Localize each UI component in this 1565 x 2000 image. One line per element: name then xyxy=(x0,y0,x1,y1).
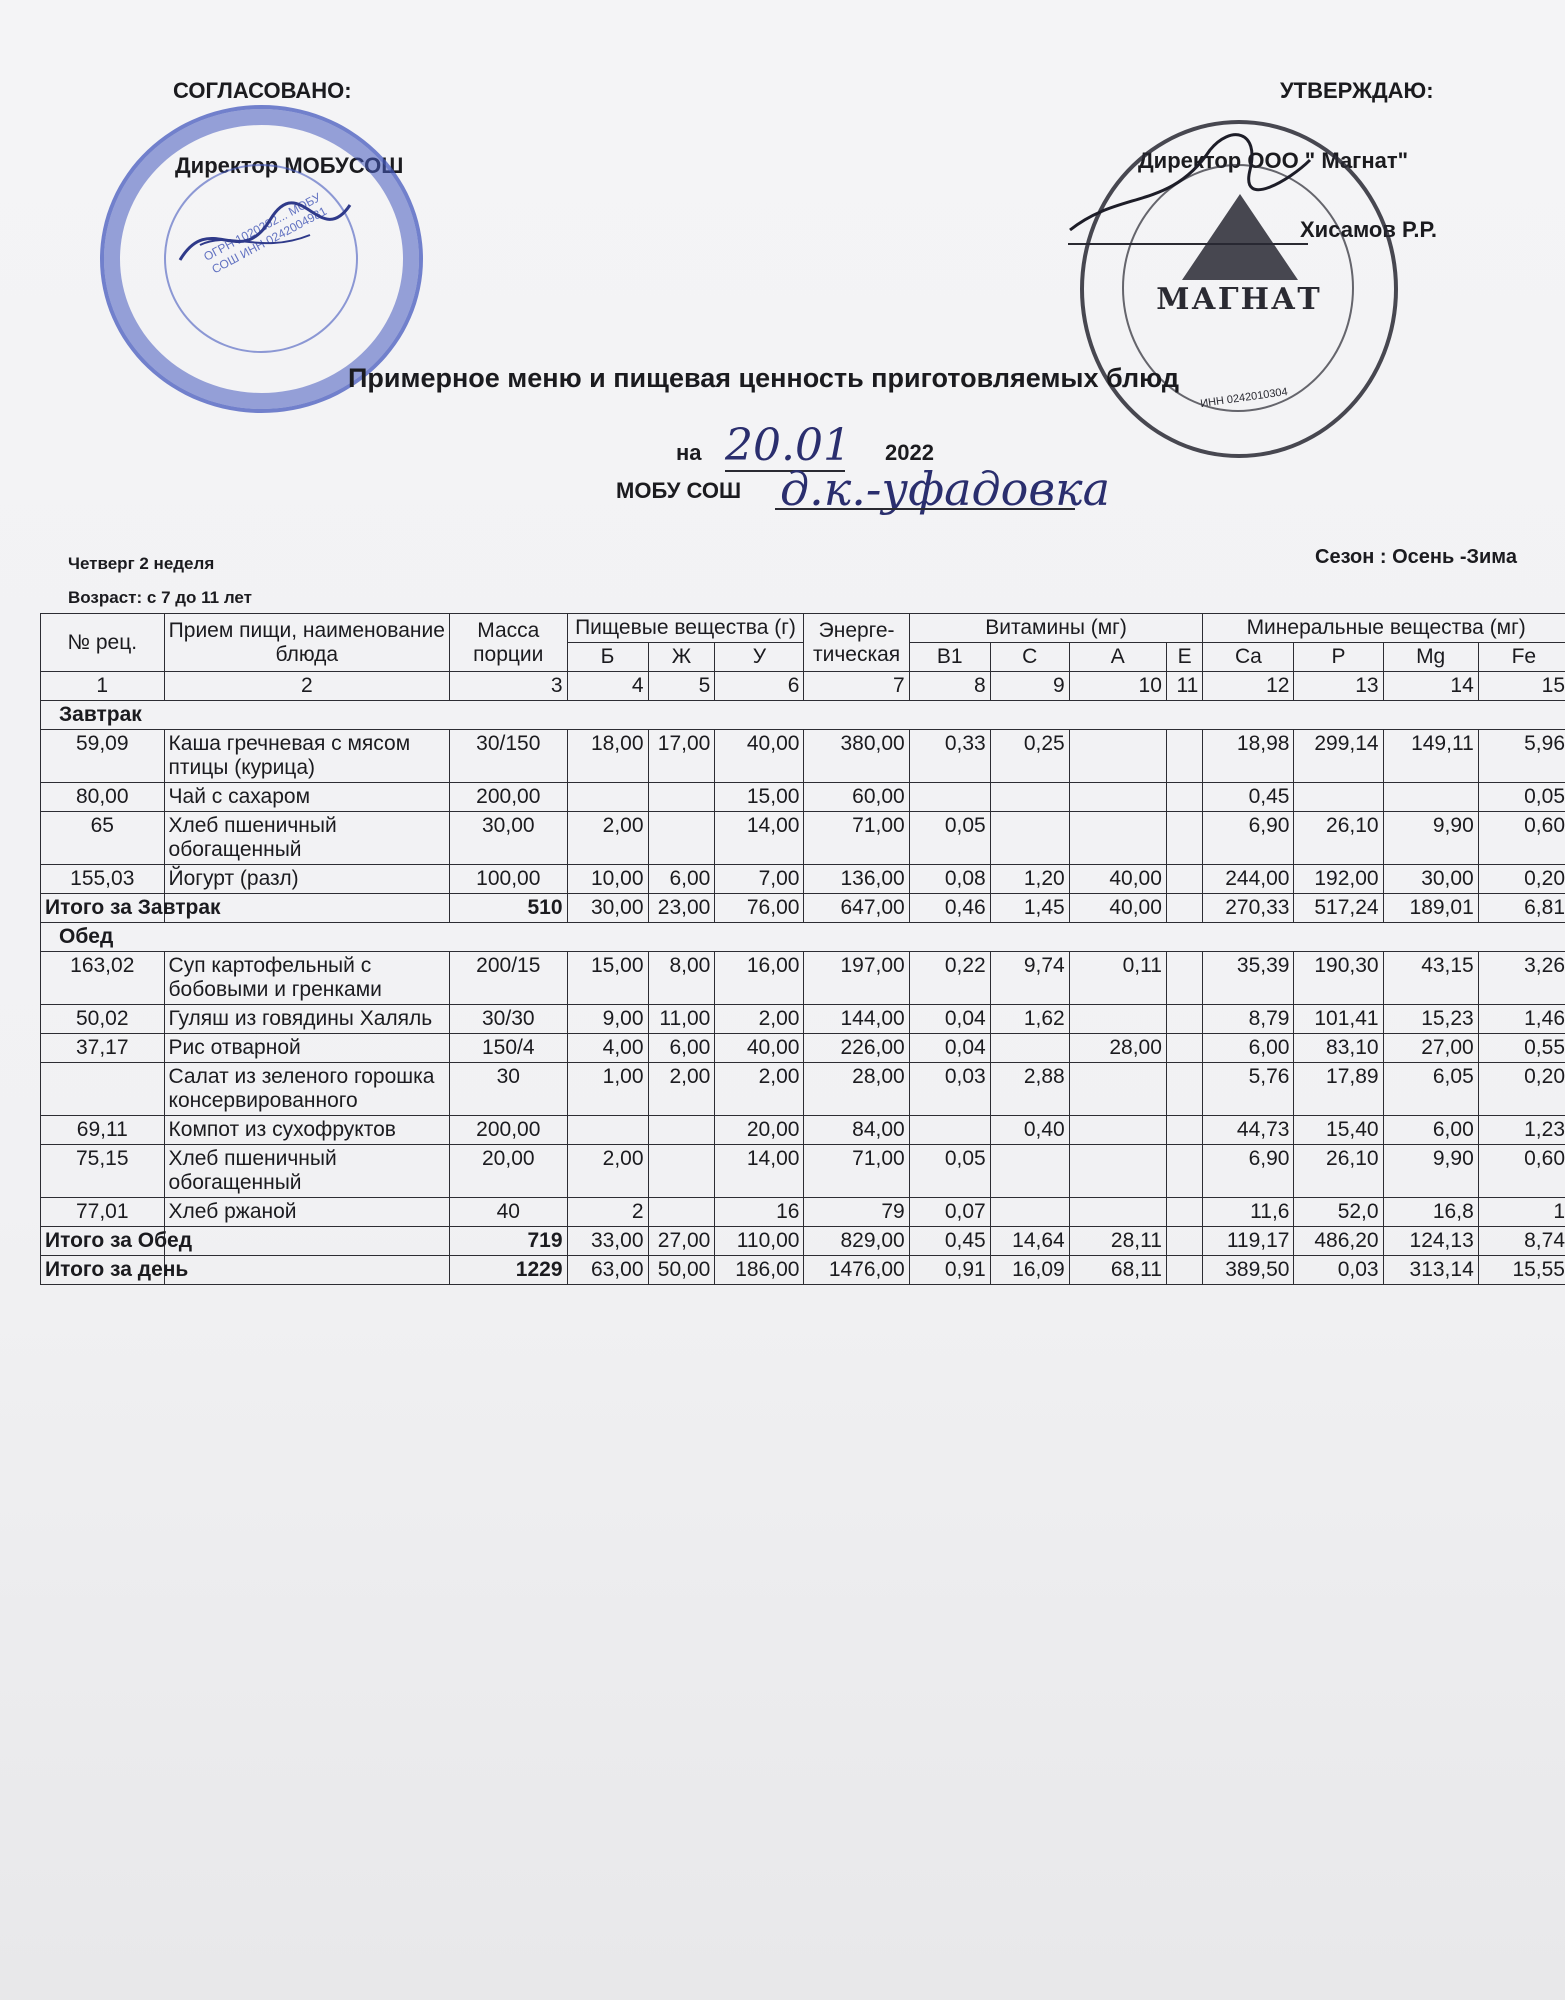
cell-c xyxy=(990,783,1069,812)
total-mass: 1229 xyxy=(450,1256,567,1285)
cell-a xyxy=(1069,783,1166,812)
cell-rec: 80,00 xyxy=(41,783,165,812)
signature-right xyxy=(1060,120,1320,240)
table-row xyxy=(41,1005,1565,1034)
col-energy: Энерге-тическая xyxy=(804,614,909,672)
cell-ca: 0,45 xyxy=(1203,783,1294,812)
cell-u: 2,00 xyxy=(715,1005,804,1034)
cell-zh: 6,00 xyxy=(648,865,715,894)
cell-rec: 77,01 xyxy=(41,1198,165,1227)
cell-mg: 43,15 xyxy=(1383,952,1478,1005)
cell-mass: 200/15 xyxy=(450,952,567,1005)
total-p: 0,03 xyxy=(1294,1256,1383,1285)
cell-mass: 100,00 xyxy=(450,865,567,894)
cell-u: 14,00 xyxy=(715,1145,804,1198)
cell-mg xyxy=(1383,783,1478,812)
cell-b1: 0,04 xyxy=(909,1005,990,1034)
cell-mg: 27,00 xyxy=(1383,1034,1478,1063)
cell-mg: 9,90 xyxy=(1383,1145,1478,1198)
director-left-label: Директор МОБУСОШ xyxy=(175,153,404,178)
cell-ca: 8,79 xyxy=(1203,1005,1294,1034)
total-u: 76,00 xyxy=(715,894,804,923)
cell-p: 52,0 xyxy=(1294,1198,1383,1227)
cell-fe: 1,46 xyxy=(1478,1005,1565,1034)
cell-e xyxy=(1166,952,1202,1005)
cell-ca: 44,73 xyxy=(1203,1116,1294,1145)
table-row xyxy=(41,1063,1565,1116)
total-c: 1,45 xyxy=(990,894,1069,923)
cell-u: 40,00 xyxy=(715,730,804,783)
cell-a xyxy=(1069,1063,1166,1116)
cell-en: 60,00 xyxy=(804,783,909,812)
header-row xyxy=(41,614,1565,643)
cell-rec: 163,02 xyxy=(41,952,165,1005)
total-empty xyxy=(164,1227,450,1256)
cell-fe: 0,20 xyxy=(1478,1063,1565,1116)
total-b1: 0,91 xyxy=(909,1256,990,1285)
sub-b: Б xyxy=(567,643,648,672)
cell-fe: 3,26 xyxy=(1478,952,1565,1005)
cell-a: 28,00 xyxy=(1069,1034,1166,1063)
total-p: 517,24 xyxy=(1294,894,1383,923)
cell-en: 380,00 xyxy=(804,730,909,783)
total-zh: 50,00 xyxy=(648,1256,715,1285)
cell-mg: 15,23 xyxy=(1383,1005,1478,1034)
cell-u: 15,00 xyxy=(715,783,804,812)
school-prefix: МОБУ СОШ xyxy=(616,478,742,503)
table-row xyxy=(41,1198,1565,1227)
cell-p: 192,00 xyxy=(1294,865,1383,894)
col-num: 2 xyxy=(164,672,450,701)
cell-e xyxy=(1166,865,1202,894)
sub-zh: Ж xyxy=(648,643,715,672)
cell-en: 144,00 xyxy=(804,1005,909,1034)
total-lunch-row xyxy=(41,1227,1565,1256)
cell-b: 9,00 xyxy=(567,1005,648,1034)
cell-c: 1,20 xyxy=(990,865,1069,894)
cell-en: 79 xyxy=(804,1198,909,1227)
cell-b: 4,00 xyxy=(567,1034,648,1063)
cell-dish-name: Компот из сухофруктов xyxy=(164,1116,450,1145)
table-row xyxy=(41,730,1565,783)
col-num: 11 xyxy=(1166,672,1202,701)
cell-b1 xyxy=(909,1116,990,1145)
cell-zh: 2,00 xyxy=(648,1063,715,1116)
cell-b1: 0,05 xyxy=(909,1145,990,1198)
total-e xyxy=(1166,1227,1202,1256)
cell-dish-name: Каша гречневая с мясом птицы (курица) xyxy=(164,730,450,783)
season-label: Сезон : Осень -Зима xyxy=(1315,546,1517,568)
total-fe: 6,81 xyxy=(1478,894,1565,923)
cell-mass: 30,00 xyxy=(450,812,567,865)
cell-en: 197,00 xyxy=(804,952,909,1005)
cell-u: 14,00 xyxy=(715,812,804,865)
cell-dish-name: Хлеб ржаной xyxy=(164,1198,450,1227)
total-en: 829,00 xyxy=(804,1227,909,1256)
cell-c: 9,74 xyxy=(990,952,1069,1005)
cell-dish-name: Йогурт (разл) xyxy=(164,865,450,894)
cell-p: 190,30 xyxy=(1294,952,1383,1005)
cell-a xyxy=(1069,812,1166,865)
cell-mg: 6,05 xyxy=(1383,1063,1478,1116)
total-label: Итого за Завтрак xyxy=(41,894,165,923)
total-c: 14,64 xyxy=(990,1227,1069,1256)
cell-e xyxy=(1166,1116,1202,1145)
cell-a xyxy=(1069,730,1166,783)
table-row xyxy=(41,812,1565,865)
cell-c xyxy=(990,1198,1069,1227)
col-num: 14 xyxy=(1383,672,1478,701)
col-num: 3 xyxy=(450,672,567,701)
cell-c xyxy=(990,1145,1069,1198)
cell-b: 18,00 xyxy=(567,730,648,783)
cell-a xyxy=(1069,1145,1166,1198)
total-a: 68,11 xyxy=(1069,1256,1166,1285)
sub-b1: В1 xyxy=(909,643,990,672)
section-lunch xyxy=(41,923,1565,952)
total-en: 647,00 xyxy=(804,894,909,923)
director-right-name: Хисамов Р.Р. xyxy=(1300,217,1437,242)
total-b1: 0,45 xyxy=(909,1227,990,1256)
cell-mass: 30 xyxy=(450,1063,567,1116)
cell-u: 7,00 xyxy=(715,865,804,894)
col-num: 12 xyxy=(1203,672,1294,701)
cell-e xyxy=(1166,783,1202,812)
cell-mass: 200,00 xyxy=(450,1116,567,1145)
table-row xyxy=(41,1116,1565,1145)
cell-b1: 0,03 xyxy=(909,1063,990,1116)
cell-c xyxy=(990,812,1069,865)
cell-en: 226,00 xyxy=(804,1034,909,1063)
cell-dish-name: Гуляш из говядины Халяль xyxy=(164,1005,450,1034)
cell-u: 20,00 xyxy=(715,1116,804,1145)
date-prefix: на xyxy=(676,440,702,465)
cell-zh xyxy=(648,1116,715,1145)
cell-b1 xyxy=(909,783,990,812)
cell-u: 2,00 xyxy=(715,1063,804,1116)
menu-table xyxy=(40,613,1565,1285)
cell-ca: 5,76 xyxy=(1203,1063,1294,1116)
school-underline xyxy=(775,508,1075,510)
cell-e xyxy=(1166,1034,1202,1063)
school-stamp: ОГРН 1020202... МОБУ СОШ ИНН 0242004981 xyxy=(100,105,423,413)
cell-mass: 30/30 xyxy=(450,1005,567,1034)
cell-ca: 244,00 xyxy=(1203,865,1294,894)
col-num: 13 xyxy=(1294,672,1383,701)
cell-ca: 6,00 xyxy=(1203,1034,1294,1063)
cell-rec xyxy=(41,1063,165,1116)
cell-p: 299,14 xyxy=(1294,730,1383,783)
col-num: 9 xyxy=(990,672,1069,701)
col-num: 6 xyxy=(715,672,804,701)
total-ca: 389,50 xyxy=(1203,1256,1294,1285)
cell-rec: 69,11 xyxy=(41,1116,165,1145)
cell-e xyxy=(1166,730,1202,783)
cell-mg: 9,90 xyxy=(1383,812,1478,865)
cell-en: 71,00 xyxy=(804,1145,909,1198)
col-mass: Масса порции xyxy=(450,614,567,672)
cell-mass: 30/150 xyxy=(450,730,567,783)
cell-en: 136,00 xyxy=(804,865,909,894)
cell-fe: 1 xyxy=(1478,1198,1565,1227)
cell-mass: 200,00 xyxy=(450,783,567,812)
cell-zh xyxy=(648,1145,715,1198)
cell-rec: 155,03 xyxy=(41,865,165,894)
total-u: 186,00 xyxy=(715,1256,804,1285)
total-zh: 23,00 xyxy=(648,894,715,923)
cell-zh: 11,00 xyxy=(648,1005,715,1034)
sub-mg: Mg xyxy=(1383,643,1478,672)
total-day-row xyxy=(41,1256,1565,1285)
cell-p: 26,10 xyxy=(1294,812,1383,865)
cell-dish-name: Хлеб пшеничный обогащенный xyxy=(164,1145,450,1198)
col-rec: № рец. xyxy=(41,614,165,672)
cell-a xyxy=(1069,1005,1166,1034)
total-c: 16,09 xyxy=(990,1256,1069,1285)
cell-b1: 0,04 xyxy=(909,1034,990,1063)
cell-mg: 30,00 xyxy=(1383,865,1478,894)
cell-zh: 6,00 xyxy=(648,1034,715,1063)
cell-dish-name: Рис отварной xyxy=(164,1034,450,1063)
cell-zh: 17,00 xyxy=(648,730,715,783)
sub-fe: Fe xyxy=(1478,643,1565,672)
cell-c: 2,88 xyxy=(990,1063,1069,1116)
sub-e: Е xyxy=(1166,643,1202,672)
total-b: 30,00 xyxy=(567,894,648,923)
sub-c: С xyxy=(990,643,1069,672)
section-label: Обед xyxy=(41,923,1565,952)
total-label: Итого за Обед xyxy=(41,1227,165,1256)
total-label: Итого за день xyxy=(41,1256,165,1285)
company-stamp: МАГНАТ ИНН 0242010304 xyxy=(1080,120,1398,458)
cell-ca: 6,90 xyxy=(1203,1145,1294,1198)
sub-p: P xyxy=(1294,643,1383,672)
cell-b1: 0,05 xyxy=(909,812,990,865)
cell-fe: 0,60 xyxy=(1478,812,1565,865)
cell-e xyxy=(1166,1005,1202,1034)
total-u: 110,00 xyxy=(715,1227,804,1256)
cell-zh xyxy=(648,783,715,812)
cell-ca: 6,90 xyxy=(1203,812,1294,865)
approved-left-label: СОГЛАСОВАНО: xyxy=(173,78,352,103)
total-en: 1476,00 xyxy=(804,1256,909,1285)
cell-p: 26,10 xyxy=(1294,1145,1383,1198)
cell-p: 101,41 xyxy=(1294,1005,1383,1034)
cell-b: 1,00 xyxy=(567,1063,648,1116)
col-num: 5 xyxy=(648,672,715,701)
section-label: Завтрак xyxy=(41,701,1565,730)
cell-e xyxy=(1166,1063,1202,1116)
cell-zh xyxy=(648,812,715,865)
col-num: 4 xyxy=(567,672,648,701)
cell-b1: 0,08 xyxy=(909,865,990,894)
cell-b: 2,00 xyxy=(567,1145,648,1198)
cell-dish-name: Хлеб пшеничный обогащенный xyxy=(164,812,450,865)
total-mg: 313,14 xyxy=(1383,1256,1478,1285)
cell-a xyxy=(1069,1116,1166,1145)
total-b1: 0,46 xyxy=(909,894,990,923)
cell-u: 40,00 xyxy=(715,1034,804,1063)
cell-mg: 6,00 xyxy=(1383,1116,1478,1145)
total-mass: 719 xyxy=(450,1227,567,1256)
col-num: 8 xyxy=(909,672,990,701)
cell-c xyxy=(990,1034,1069,1063)
cell-mg: 149,11 xyxy=(1383,730,1478,783)
col-minerals: Минеральные вещества (мг) xyxy=(1203,614,1565,643)
cell-mass: 40 xyxy=(450,1198,567,1227)
cell-a: 0,11 xyxy=(1069,952,1166,1005)
table-row xyxy=(41,865,1565,894)
column-numbers-row xyxy=(41,672,1565,701)
cell-en: 28,00 xyxy=(804,1063,909,1116)
cell-en: 84,00 xyxy=(804,1116,909,1145)
total-mass: 510 xyxy=(450,894,567,923)
cell-fe: 0,05 xyxy=(1478,783,1565,812)
cell-b1: 0,33 xyxy=(909,730,990,783)
total-p: 486,20 xyxy=(1294,1227,1383,1256)
cell-b: 10,00 xyxy=(567,865,648,894)
table-row xyxy=(41,952,1565,1005)
cell-ca: 11,6 xyxy=(1203,1198,1294,1227)
cell-c: 1,62 xyxy=(990,1005,1069,1034)
table-row xyxy=(41,783,1565,812)
cell-c: 0,25 xyxy=(990,730,1069,783)
cell-b1: 0,22 xyxy=(909,952,990,1005)
cell-rec: 75,15 xyxy=(41,1145,165,1198)
cell-dish-name: Чай с сахаром xyxy=(164,783,450,812)
age-label: Возраст: с 7 до 11 лет xyxy=(68,588,252,607)
col-num: 7 xyxy=(804,672,909,701)
sub-u: У xyxy=(715,643,804,672)
table-row xyxy=(41,1145,1565,1198)
cell-fe: 0,60 xyxy=(1478,1145,1565,1198)
cell-ca: 35,39 xyxy=(1203,952,1294,1005)
sub-ca: Ca xyxy=(1203,643,1294,672)
sub-a: А xyxy=(1069,643,1166,672)
section-breakfast xyxy=(41,701,1565,730)
cell-b: 2,00 xyxy=(567,812,648,865)
total-ca: 119,17 xyxy=(1203,1227,1294,1256)
director-right-label: Директор ООО " Магнат" xyxy=(1138,148,1409,173)
total-b: 33,00 xyxy=(567,1227,648,1256)
table-row xyxy=(41,1034,1565,1063)
cell-b1: 0,07 xyxy=(909,1198,990,1227)
total-empty xyxy=(164,1256,450,1285)
cell-ca: 18,98 xyxy=(1203,730,1294,783)
col-num: 10 xyxy=(1069,672,1166,701)
cell-rec: 37,17 xyxy=(41,1034,165,1063)
total-ca: 270,33 xyxy=(1203,894,1294,923)
col-num: 15 xyxy=(1478,672,1565,701)
cell-rec: 59,09 xyxy=(41,730,165,783)
cell-e xyxy=(1166,1145,1202,1198)
cell-dish-name: Суп картофельный с бобовыми и гренками xyxy=(164,952,450,1005)
col-vitamins: Витамины (мг) xyxy=(909,614,1203,643)
total-breakfast-row xyxy=(41,894,1565,923)
cell-rec: 50,02 xyxy=(41,1005,165,1034)
total-fe: 15,55 xyxy=(1478,1256,1565,1285)
cell-p: 17,89 xyxy=(1294,1063,1383,1116)
total-b: 63,00 xyxy=(567,1256,648,1285)
cell-fe: 5,96 xyxy=(1478,730,1565,783)
cell-a xyxy=(1069,1198,1166,1227)
cell-fe: 1,23 xyxy=(1478,1116,1565,1145)
total-a: 28,11 xyxy=(1069,1227,1166,1256)
cell-p: 83,10 xyxy=(1294,1034,1383,1063)
cell-b: 2 xyxy=(567,1198,648,1227)
day-label: Четверг 2 неделя xyxy=(68,554,215,573)
col-name: Прием пищи, наименование блюда xyxy=(164,614,450,672)
approved-right-label: УТВЕРЖДАЮ: xyxy=(1280,78,1434,103)
cell-rec: 65 xyxy=(41,812,165,865)
signature-left xyxy=(170,190,360,280)
cell-u: 16,00 xyxy=(715,952,804,1005)
cell-zh: 8,00 xyxy=(648,952,715,1005)
col-nutrients: Пищевые вещества (г) xyxy=(567,614,804,643)
total-a: 40,00 xyxy=(1069,894,1166,923)
col-num: 1 xyxy=(41,672,165,701)
cell-fe: 0,55 xyxy=(1478,1034,1565,1063)
cell-p xyxy=(1294,783,1383,812)
total-e xyxy=(1166,1256,1202,1285)
school-handwritten: д.к.-уфадовка xyxy=(780,462,1111,516)
cell-fe: 0,20 xyxy=(1478,865,1565,894)
cell-mass: 150/4 xyxy=(450,1034,567,1063)
total-e xyxy=(1166,894,1202,923)
cell-p: 15,40 xyxy=(1294,1116,1383,1145)
cell-a: 40,00 xyxy=(1069,865,1166,894)
total-fe: 8,74 xyxy=(1478,1227,1565,1256)
cell-b: 15,00 xyxy=(567,952,648,1005)
date-handwritten: 20.01 xyxy=(725,420,851,471)
cell-dish-name: Салат из зеленого горошка консервированного xyxy=(164,1063,450,1116)
cell-b xyxy=(567,1116,648,1145)
document-title: Примерное меню и пищевая ценность приготовляемых блюд xyxy=(348,363,1180,393)
cell-en: 71,00 xyxy=(804,812,909,865)
cell-e xyxy=(1166,812,1202,865)
cell-zh xyxy=(648,1198,715,1227)
date-year: 2022 xyxy=(885,440,934,465)
cell-mass: 20,00 xyxy=(450,1145,567,1198)
cell-mg: 16,8 xyxy=(1383,1198,1478,1227)
cell-c: 0,40 xyxy=(990,1116,1069,1145)
cell-e xyxy=(1166,1198,1202,1227)
total-zh: 27,00 xyxy=(648,1227,715,1256)
cell-b xyxy=(567,783,648,812)
total-mg: 189,01 xyxy=(1383,894,1478,923)
total-mg: 124,13 xyxy=(1383,1227,1478,1256)
cell-u: 16 xyxy=(715,1198,804,1227)
